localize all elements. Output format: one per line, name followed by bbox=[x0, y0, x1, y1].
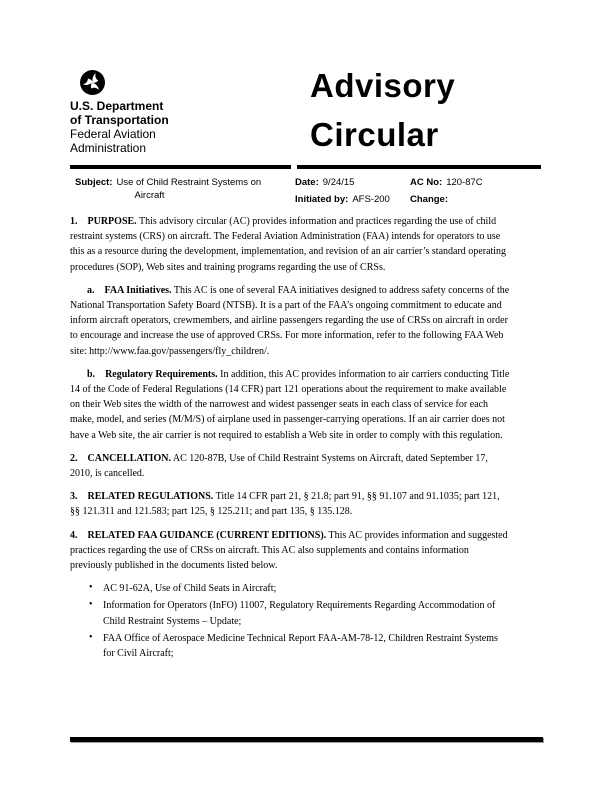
section-number: 2. bbox=[70, 452, 78, 464]
date-block bbox=[295, 176, 410, 206]
ac-no-label: AC No: bbox=[410, 177, 443, 188]
title-line2: Circular bbox=[310, 116, 439, 153]
section-heading: CANCELLATION. bbox=[87, 452, 171, 464]
ac-no-value: 120-87C bbox=[446, 177, 483, 188]
section-number: b. bbox=[87, 368, 96, 380]
ac-no-row bbox=[410, 176, 545, 189]
title-line1: Advisory bbox=[310, 67, 456, 104]
change-row bbox=[410, 193, 545, 206]
subject-value bbox=[116, 176, 261, 206]
header-rule-right-segment bbox=[297, 165, 541, 169]
subject-value-line2: Aircraft bbox=[134, 190, 165, 201]
meta-row bbox=[70, 176, 545, 206]
section-text: This AC is one of several FAA initiatives designed to address safety concerns of the National Transportation Safety Board (NTSB). It is a part of the FAA’s ongoing commitment to educate and inform aircraft operators, crewmembers, and airline passengers regarding the use of CRSs on aircraft in order to encourage and increase the use of approved CRSs. For more information, refer to the following FAA Web site: http://www.faa.gov/passengers/fly_children/. bbox=[70, 284, 510, 357]
list-item bbox=[70, 581, 511, 596]
section-number: 3. bbox=[70, 491, 78, 503]
section-paragraph bbox=[70, 367, 511, 443]
section-heading: PURPOSE. bbox=[87, 216, 137, 227]
bullet-icon: • bbox=[89, 631, 93, 643]
section-heading: FAA Initiatives. bbox=[104, 284, 172, 296]
section-paragraph bbox=[70, 283, 511, 359]
list-item-text: Information for Operators (InFO) 11007, Regulatory Requirements Regarding Accommodation of Child Restraint Systems – Update; bbox=[103, 600, 496, 627]
section-paragraph bbox=[70, 489, 511, 519]
list-item-text: AC 91-62A, Use of Child Seats in Aircraft; bbox=[103, 583, 277, 595]
reference-list bbox=[70, 581, 511, 661]
list-item bbox=[70, 631, 511, 661]
section-number: a. bbox=[87, 284, 95, 296]
change-label: Change: bbox=[410, 194, 448, 205]
agency-dept-line1: U.S. Department bbox=[70, 99, 164, 113]
subject-label: Subject: bbox=[75, 177, 113, 188]
section-heading: RELATED REGULATIONS. bbox=[87, 491, 214, 503]
initiated-by-label: Initiated by: bbox=[295, 194, 349, 205]
section-text: This AC provides information and suggested practices regarding the use of CRSs on aircraft. This AC also supplements and contains information previously published in the documents listed below. bbox=[70, 529, 508, 572]
subject-value-line1: Use of Child Restraint Systems on bbox=[116, 177, 262, 188]
section-text: In addition, this AC provides information to air carriers conducting Title 14 of the Code of Federal Regulations (14 CFR) part 121 operations about the requirement to make available on their Web sites the width of the narrowest and widest passenger seats in each class of service for each make, model, and series (M/M/S) of airplane used in passenger-carrying operations. If an air carrier does not have a Web site, the air carrier is not required to establish a Web site in order to comply with this regulation. bbox=[70, 368, 510, 441]
section-paragraph bbox=[70, 214, 511, 275]
bullet-icon: • bbox=[89, 599, 93, 611]
date-row bbox=[295, 176, 410, 189]
initiated-by-value: AFS-200 bbox=[352, 194, 390, 205]
subject-block bbox=[70, 176, 295, 206]
date-value: 9/24/15 bbox=[322, 177, 355, 188]
section-text: Title 14 CFR part 21, § 21.8; part 91, §§ 91.107 and 91.1035; part 121, §§ 121.311 and 121.583; part 125, § 125.211; and part 135, § 135.128. bbox=[70, 491, 500, 518]
section-heading: Regulatory Requirements. bbox=[105, 368, 218, 380]
section-heading: RELATED FAA GUIDANCE (CURRENT EDITIONS). bbox=[87, 529, 327, 541]
initiated-row bbox=[295, 193, 410, 206]
document-body bbox=[70, 206, 511, 661]
header-rule bbox=[70, 165, 541, 169]
section-text: This advisory circular (AC) provides information and practices regarding the use of child restraint systems (CRS) on aircraft. The Federal Aviation Administration (FAA) intends for operators to use this as a resource during the development, implementation, and revision of an air carrier’s standard operating procedures (SOP), Web sites and training programs regarding the use of CRSs. bbox=[70, 216, 507, 273]
section-text: AC 120-87B, Use of Child Restraint Systems on Aircraft, dated September 17, 2010, is cancelled. bbox=[70, 452, 488, 480]
agency-block bbox=[70, 70, 295, 159]
document-title bbox=[310, 61, 455, 159]
agency-sub-line1: Federal Aviation bbox=[70, 127, 156, 141]
bullet-icon: • bbox=[89, 582, 93, 594]
list-item bbox=[70, 598, 511, 628]
document-header bbox=[70, 67, 572, 159]
header-rule-left-segment bbox=[70, 165, 291, 169]
dot-logo-icon bbox=[80, 70, 105, 95]
section-number: 1. bbox=[70, 216, 78, 227]
date-label: Date: bbox=[295, 177, 319, 188]
section-paragraph bbox=[70, 451, 511, 481]
section-number: 4. bbox=[70, 529, 78, 541]
list-item-text: FAA Office of Aerospace Medicine Technical Report FAA-AM-78-12, Children Restraint Systems for Civil Aircraft; bbox=[103, 632, 498, 660]
ac-number-block bbox=[410, 176, 545, 206]
footer-bar bbox=[70, 737, 543, 742]
agency-sub-line2: Administration bbox=[70, 141, 147, 155]
section-paragraph bbox=[70, 528, 511, 574]
agency-dept-line2: of Transportation bbox=[70, 113, 169, 127]
